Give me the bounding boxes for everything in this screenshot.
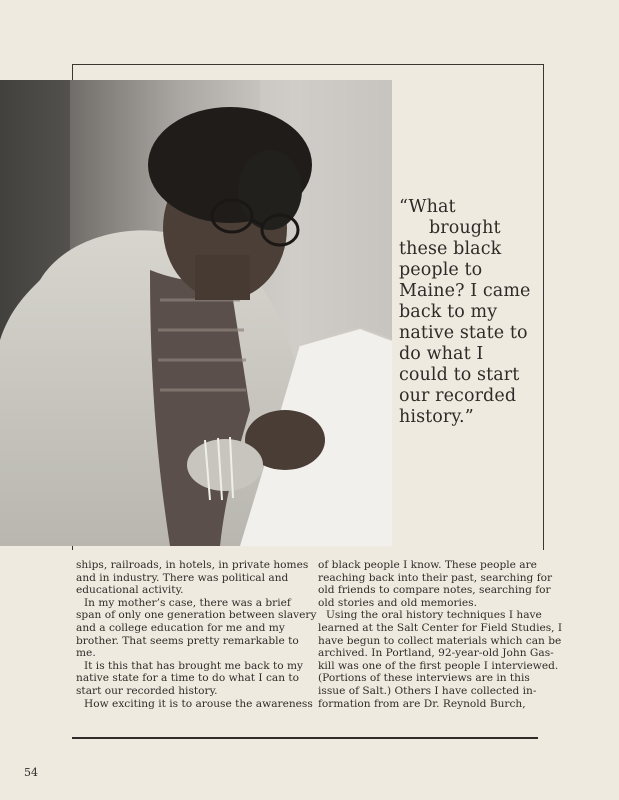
body-text-line: me. [76, 647, 96, 660]
pull-quote-line: could to start [399, 365, 520, 385]
body-text-line: start our recorded history. [76, 684, 218, 697]
pull-quote-line: these black [399, 239, 502, 259]
pull-quote-line: brought [429, 218, 501, 238]
body-text-line: old friends to compare notes, searching for [318, 584, 551, 597]
pull-quote-line: do what I [399, 344, 484, 364]
pull-quote-line: native state to [399, 323, 528, 343]
pull-quote-line: people to [399, 260, 483, 280]
body-text-line: Using the oral history techniques I have [326, 609, 542, 622]
frame-rule-right [543, 64, 544, 550]
body-text-line: ships, railroads, in hotels, in private homes [76, 559, 309, 571]
pull-quote [399, 197, 541, 428]
body-text-line: brother. That seems pretty remarkable to [76, 634, 299, 647]
body-text-line: educational activity. [76, 584, 184, 597]
pull-quote-line: Maine? I came [399, 281, 531, 301]
body-text-line: It is this that has brought me back to my [84, 659, 304, 672]
body-text-line: native state for a time to do what I can to [76, 672, 300, 685]
body-text-line: learned at the Salt Center for Field Studies, I [318, 621, 563, 634]
body-column-right [318, 559, 563, 710]
body-text-line: old stories and old memories. [318, 596, 477, 609]
body-column-left [76, 559, 317, 710]
body-text-line: reaching back into their past, searching for [318, 571, 553, 584]
pull-quote-line: history.” [399, 407, 474, 427]
body-text-line: In my mother’s case, there was a brief [84, 596, 291, 609]
portrait-photo [0, 80, 392, 546]
body-text-line: (Portions of these interviews are in this [318, 672, 530, 685]
body-text-line: of black people I know. These people are [318, 559, 537, 571]
footer-rule [72, 737, 538, 739]
body-text-line: and in industry. There was political and [76, 571, 289, 584]
page-number: 54 [24, 766, 38, 779]
body-text-line: formation from are Dr. Reynold Burch, [318, 697, 526, 710]
body-text-line: issue of Salt.) Others I have collected in- [318, 684, 537, 697]
body-text-line: archived. In Portland, 92-year-old John Gas- [318, 647, 554, 660]
pull-quote-line: back to my [399, 302, 498, 322]
pull-quote-line: our recorded [399, 386, 517, 406]
body-text-line: How exciting it is to arouse the awareness [84, 697, 313, 710]
body-text-line: and a college education for me and my [76, 621, 285, 634]
frame-rule-top [72, 64, 544, 65]
body-text-line: span of only one generation between slavery [76, 609, 317, 622]
pull-quote-line: “What [399, 197, 456, 217]
body-text-line: kill was one of the first people I interviewed. [318, 659, 559, 672]
body-text-line: have begun to collect materials which can be [318, 634, 562, 647]
